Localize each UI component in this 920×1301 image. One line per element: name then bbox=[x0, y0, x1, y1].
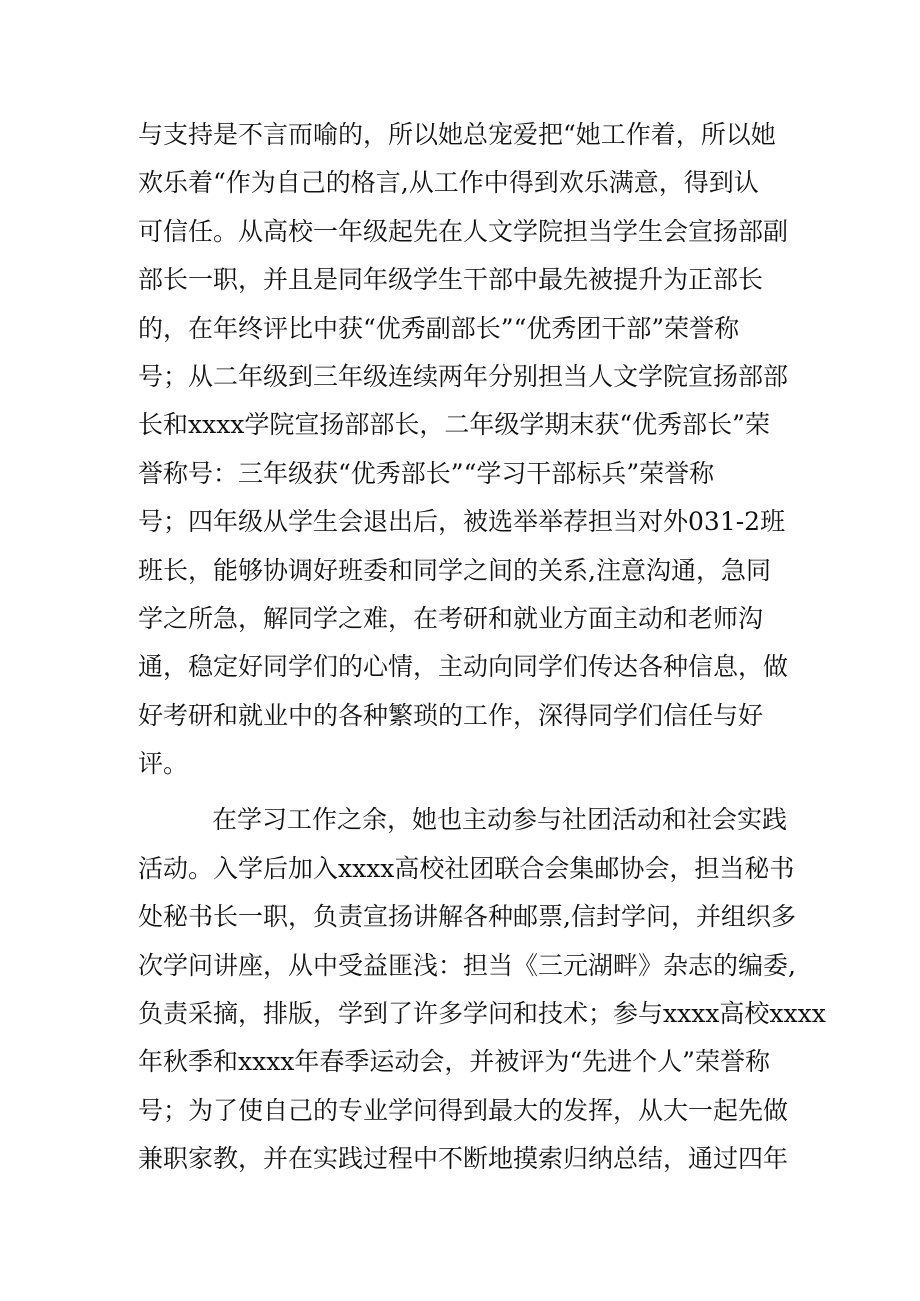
text-line: 号；四年级从学生会退出后，被选举举荐担当对外031-2班 bbox=[138, 507, 786, 537]
text-line: 可信任。从高校一年级起先在人文学院担当学生会宣扬部副 bbox=[138, 216, 789, 246]
text-line: 欢乐着“作为自己的格言,从工作中得到欢乐满意，得到认 bbox=[138, 168, 759, 198]
text-line: 学之所急，解同学之难，在考研和就业方面主动和老师沟 bbox=[138, 603, 764, 633]
text-line: 班长，能够协调好班委和同学之间的关系,注意沟通，急同 bbox=[138, 555, 771, 585]
text-line: 通，稳定好同学们的心情，主动向同学们传达各种信息，做 bbox=[138, 652, 789, 682]
paragraph-1 bbox=[138, 111, 798, 788]
text-line: 处秘书长一职，负责宣扬讲解各种邮票,信封学问，并组织多 bbox=[138, 902, 796, 932]
text-line: 誉称号：三年级获“优秀部长”“学习干部标兵”荣誉称 bbox=[138, 458, 715, 488]
text-line: 活动。入学后加入xxxx高校社团联合会集邮协会，担当秘书 bbox=[138, 853, 795, 883]
text-line: 号；从二年级到三年级连续两年分别担当人文学院宣扬部部 bbox=[138, 361, 789, 391]
text-line: 部长一职，并且是同年级学生干部中最先被提升为正部长 bbox=[138, 265, 764, 295]
text-line: 与支持是不言而喻的，所以她总宠爱把“她工作着，所以她 bbox=[138, 120, 776, 149]
text-line-indented: 在学习工作之余，她也主动参与社团活动和社会实践 bbox=[212, 805, 788, 835]
text-line: 评。 bbox=[138, 749, 189, 779]
document-body bbox=[138, 111, 826, 1184]
text-line: 次学问讲座，从中受益匪浅：担当《三元湖畔》杂志的编委, bbox=[138, 950, 796, 980]
text-line: 的，在年终评比中获“优秀副部长”“优秀团干部”荣誉称 bbox=[138, 313, 740, 343]
text-line: 号；为了使自己的专业学问得到最大的发挥，从大一起先做 bbox=[138, 1095, 789, 1125]
text-line: 负责采摘，排版，学到了许多学问和技术；参与xxxx高校xxxx bbox=[138, 999, 826, 1029]
text-line: 年秋季和xxxx年春季运动会，并被评为“先进个人”荣誉称 bbox=[138, 1047, 770, 1077]
text-line: 好考研和就业中的各种繁琐的工作，深得同学们信任与好 bbox=[138, 700, 764, 730]
paragraph-2 bbox=[138, 796, 826, 1183]
text-line: 兼职家教，并在实践过程中不断地摸索归纳总结，通过四年 bbox=[138, 1144, 789, 1174]
paragraph-gap bbox=[138, 788, 798, 796]
text-line: 长和xxxx学院宣扬部部长，二年级学期末获“优秀部长”荣 bbox=[138, 410, 770, 440]
